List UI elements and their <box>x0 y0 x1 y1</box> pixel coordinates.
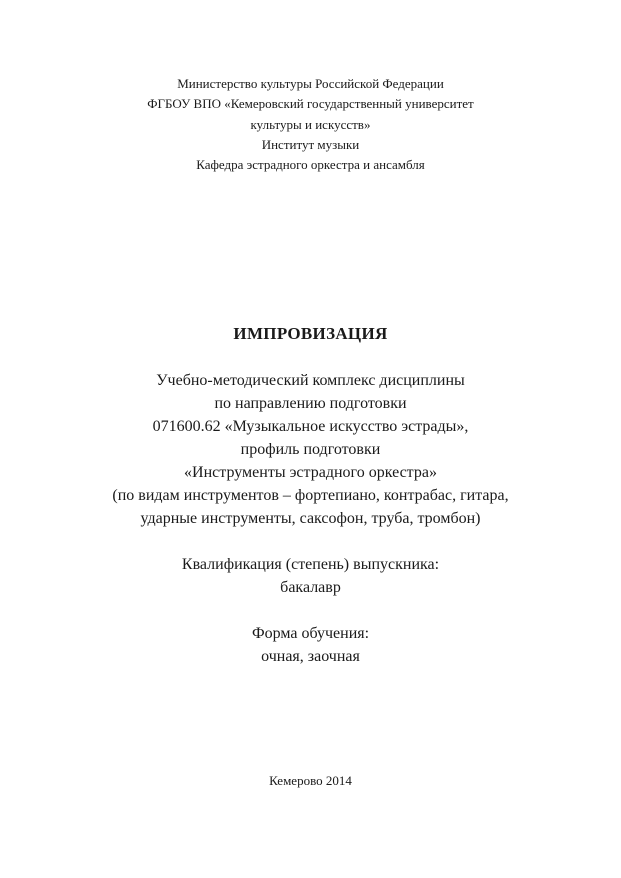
department-line: Кафедра эстрадного оркестра и ансамбля <box>196 157 425 172</box>
description-line: (по видам инструментов – фортепиано, контрабас, гитара, <box>112 487 509 504</box>
study-form-label: Форма обучения: <box>251 625 370 642</box>
ministry-line: Министерство культуры Российской Федерации <box>177 76 444 91</box>
qualification-label: Квалификация (степень) выпускника: <box>181 556 440 573</box>
institute-line: Институт музыки <box>261 137 360 152</box>
qualification-value: бакалавр <box>280 579 341 596</box>
document-title: ИМПРОВИЗАЦИЯ <box>233 324 388 343</box>
description-line: «Инструменты эстрадного оркестра» <box>184 464 437 481</box>
city-year: Кемерово 2014 <box>269 773 352 788</box>
description-line: 071600.62 «Музыкальное искусство эстрады», <box>152 418 469 435</box>
university-line-2: культуры и искусств» <box>250 117 371 132</box>
description-line: Учебно-методический комплекс дисциплины <box>156 372 465 389</box>
description-line: профиль подготовки <box>240 441 381 458</box>
description-line: ударные инструменты, саксофон, труба, тромбон) <box>140 510 481 527</box>
study-form-value: очная, заочная <box>261 648 360 665</box>
description-line: по направлению подготовки <box>214 395 407 412</box>
university-line-1: ФГБОУ ВПО «Кемеровский государственный университет <box>147 96 474 111</box>
